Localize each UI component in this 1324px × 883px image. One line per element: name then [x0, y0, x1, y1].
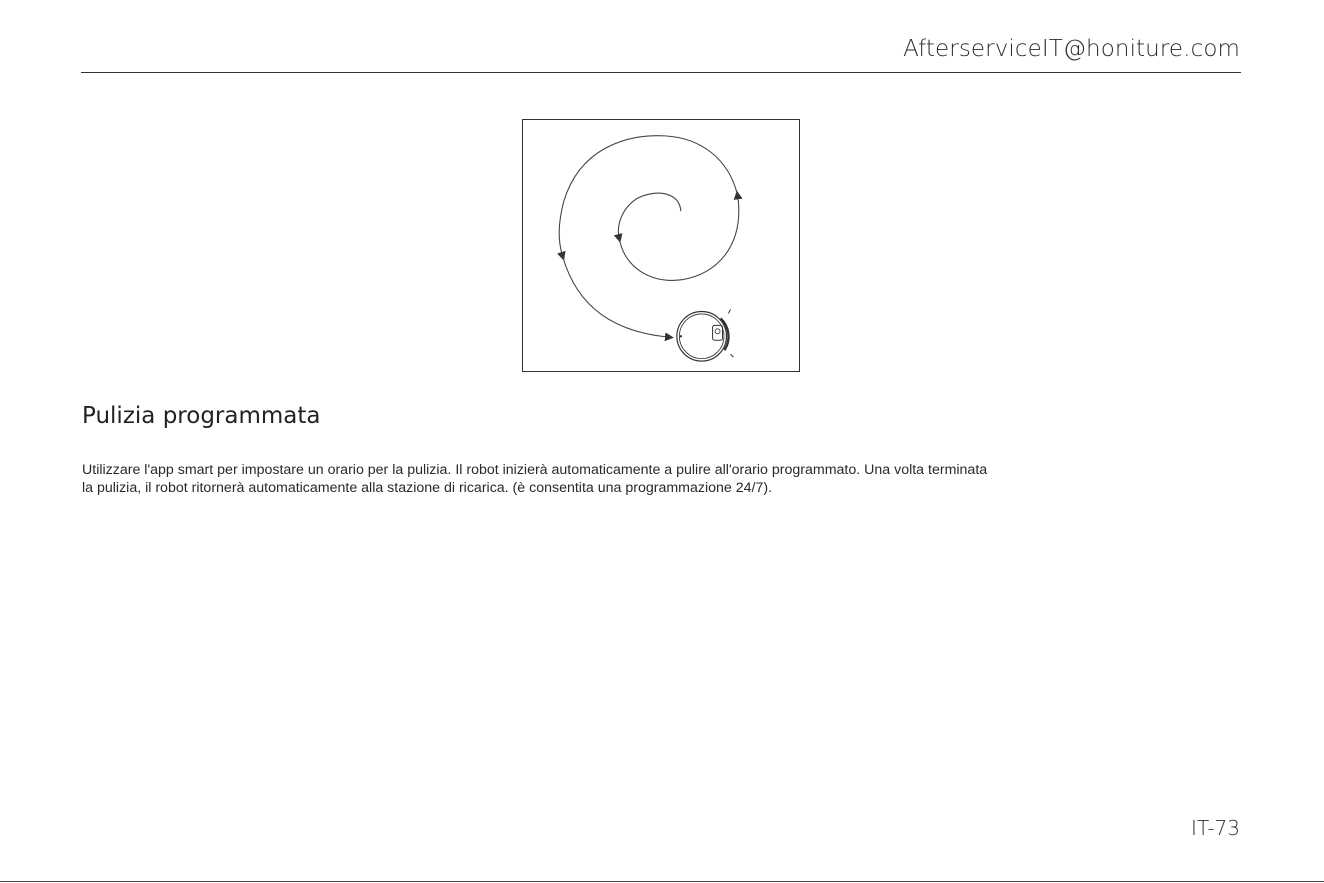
- spiral-final-segment: [563, 257, 670, 337]
- spiral-middle-segment: [619, 194, 738, 280]
- robot-vacuum-icon: [677, 309, 734, 361]
- paragraph-line-2: la pulizia, il robot ritornerà automaticamente alla stazione di ricarica. (è consentita una programmazione 24/7).: [82, 480, 773, 496]
- paragraph-line-1: Utilizzare l'app smart per impostare un orario per la pulizia. Il robot inizierà automaticamente a pulire all'orario programmato. Una volta terminata: [82, 462, 988, 478]
- spiral-path: [559, 136, 739, 338]
- page-number: IT-73: [1191, 816, 1240, 840]
- header-divider: [81, 72, 1241, 73]
- header-email: AfterserviceIT@honiture.com: [903, 36, 1240, 62]
- spiral-inner-segment: [618, 193, 680, 239]
- spiral-cleaning-figure: [522, 119, 800, 372]
- spiral-path-illustration: [523, 120, 799, 371]
- section-paragraph: [82, 461, 1247, 497]
- spiral-outer-segment: [559, 136, 737, 257]
- section-title: Pulizia programmata: [82, 403, 321, 429]
- bottom-divider: [0, 881, 1324, 882]
